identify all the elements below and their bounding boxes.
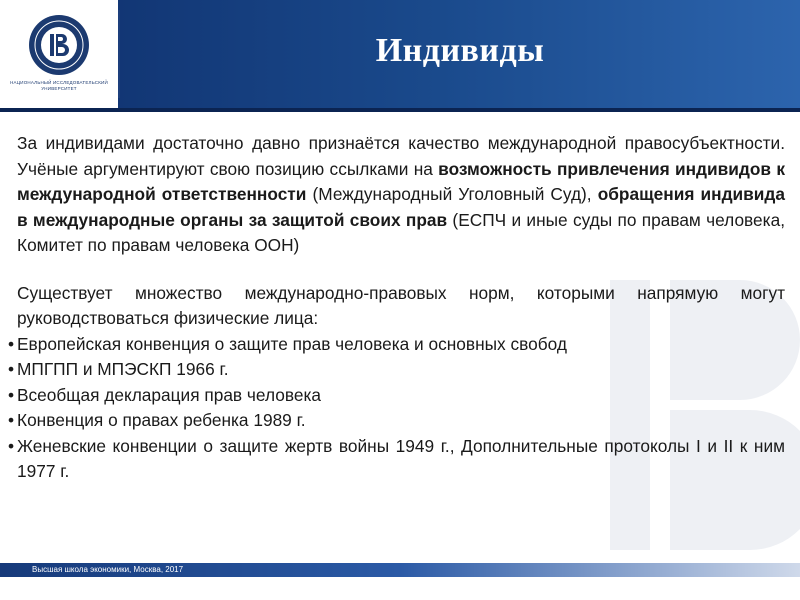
slide-title: Индивиды xyxy=(375,32,545,69)
paragraph-1-text-c: (ЕСПЧ и иные суды по правам человека, Комитет по правам человека ООН) xyxy=(17,209,786,255)
paragraph-1-bold-b: обращения индивида в международные органы за защитой своих прав xyxy=(17,184,785,230)
university-logo-icon xyxy=(22,12,96,78)
paragraph-1 xyxy=(8,131,785,259)
list-item: • Конвенция о правах ребенка 1989 г. xyxy=(8,408,785,434)
footer-text: Высшая школа экономики, Москва, 2017 xyxy=(32,565,184,574)
header-stripe xyxy=(0,108,800,112)
list-item: • Европейская конвенция о защите прав человека и основных свобод xyxy=(8,332,785,358)
list-item: • Всеобщая декларация прав человека xyxy=(8,383,785,409)
logo-caption: НАЦИОНАЛЬНЫЙ ИССЛЕДОВАТЕЛЬСКИЙ УНИВЕРСИТЕТ xyxy=(10,80,108,91)
paragraph-1-text-a: За индивидами достаточно давно признаётся качество международной правосубъектности. Учёные аргументируют свою позицию ссылками на xyxy=(17,133,785,179)
list-item: • Женевские конвенции о защите жертв войны 1949 г., Дополнительные протоколы I и II к ним 1977 г. xyxy=(8,434,785,485)
paragraph-1-text-b: (Международный Уголовный Суд), xyxy=(306,184,598,204)
paragraph-1-bold-a: возможность привлечения индивидов к международной ответственности xyxy=(17,158,785,204)
logo-divider xyxy=(118,10,120,98)
slide-content xyxy=(8,131,785,485)
logo-area xyxy=(0,0,118,108)
norms-list xyxy=(8,332,785,485)
paragraph-2: Существует множество международно-правовых норм, которыми напрямую могут руководствоваться физические лица: xyxy=(17,282,785,328)
list-item: • МПГПП и МПЭСКП 1966 г. xyxy=(8,357,785,383)
